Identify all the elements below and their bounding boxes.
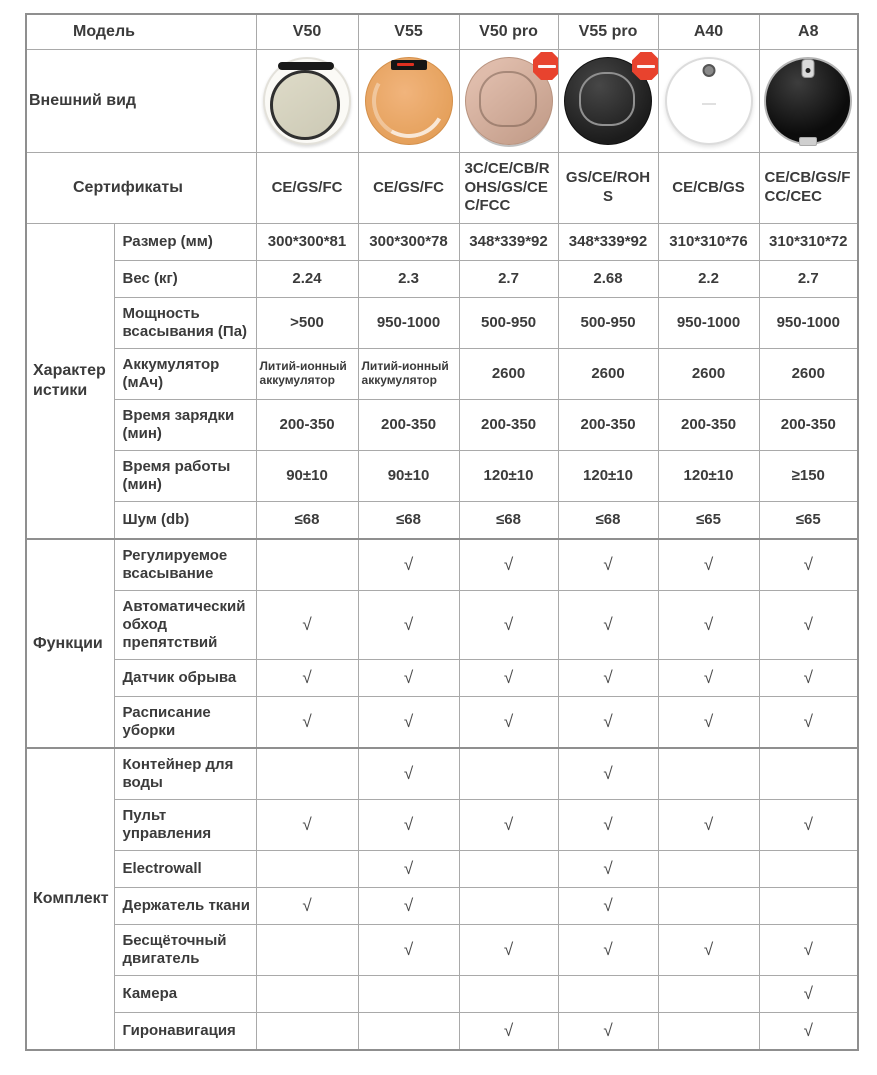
check-cell: √ — [558, 888, 658, 925]
param-label: Расписание уборки — [114, 697, 256, 749]
table-row — [26, 502, 858, 540]
model-name-a8: A8 — [759, 14, 858, 50]
table-row — [26, 888, 858, 925]
appearance-cell — [558, 50, 658, 153]
check-cell: √ — [459, 660, 558, 697]
empty-cell — [759, 888, 858, 925]
check-cell: √ — [558, 748, 658, 800]
table-row — [26, 925, 858, 976]
empty-cell — [658, 748, 759, 800]
value-cell: 2600 — [759, 349, 858, 400]
bumper-strip-icon — [278, 62, 334, 70]
param-label: Держатель ткани — [114, 888, 256, 925]
value-cell: 2.7 — [759, 261, 858, 298]
check-cell: √ — [459, 800, 558, 851]
value-cell: 200-350 — [459, 400, 558, 451]
robot-image-a40 — [665, 57, 753, 145]
check-cell: √ — [256, 800, 358, 851]
param-label: Время зарядки (мин) — [114, 400, 256, 451]
param-label: Датчик обрыва — [114, 660, 256, 697]
param-label: Electrowall — [114, 851, 256, 888]
table-row — [26, 851, 858, 888]
certificates-value: CE/GS/FC — [256, 153, 358, 224]
value-cell: 300*300*78 — [358, 224, 459, 261]
certificates-value: CE/GS/FC — [358, 153, 459, 224]
param-label: Аккумулятор (мАч) — [114, 349, 256, 400]
check-cell: √ — [759, 976, 858, 1013]
check-cell: √ — [658, 697, 759, 749]
value-cell: ≤68 — [256, 502, 358, 540]
table-row — [26, 1013, 858, 1051]
value-cell: 2.68 — [558, 261, 658, 298]
param-label: Шум (db) — [114, 502, 256, 540]
empty-cell — [658, 888, 759, 925]
value-cell: ≥150 — [759, 451, 858, 502]
highlight-ring-icon — [363, 56, 454, 147]
check-cell: √ — [759, 697, 858, 749]
table-row — [26, 660, 858, 697]
certificates-value: GS/CE/ROHS — [558, 153, 658, 224]
value-cell: 120±10 — [658, 451, 759, 502]
model-name-v55pro: V55 pro — [558, 14, 658, 50]
param-label: Вес (кг) — [114, 261, 256, 298]
promo-badge-icon — [632, 52, 658, 80]
check-cell: √ — [658, 539, 759, 591]
value-cell: 2.3 — [358, 261, 459, 298]
empty-cell — [256, 925, 358, 976]
check-cell: √ — [759, 925, 858, 976]
check-cell: √ — [256, 660, 358, 697]
check-cell: √ — [358, 851, 459, 888]
robot-image-v55pro — [564, 57, 652, 145]
comparison-table — [25, 13, 859, 1051]
check-cell: √ — [558, 1013, 658, 1051]
param-label: Камера — [114, 976, 256, 1013]
top-button-icon — [702, 64, 715, 77]
robot-image-v50 — [263, 57, 351, 145]
empty-cell — [256, 539, 358, 591]
check-cell: √ — [256, 591, 358, 660]
value-cell: 2600 — [459, 349, 558, 400]
empty-cell — [658, 976, 759, 1013]
check-cell: √ — [459, 697, 558, 749]
value-cell: 310*310*72 — [759, 224, 858, 261]
appearance-cell — [256, 50, 358, 153]
check-cell: √ — [459, 591, 558, 660]
check-cell: √ — [759, 660, 858, 697]
promo-badge-icon — [533, 52, 559, 80]
empty-cell — [256, 1013, 358, 1051]
check-cell: √ — [658, 660, 759, 697]
certificates-value: 3C/CE/CB/ROHS/GS/CEC/FCC — [459, 153, 558, 224]
empty-cell — [256, 851, 358, 888]
model-name-v55: V55 — [358, 14, 459, 50]
check-cell: √ — [358, 591, 459, 660]
check-cell: √ — [256, 697, 358, 749]
top-plate-icon — [270, 70, 340, 140]
empty-cell — [759, 851, 858, 888]
check-cell: √ — [558, 800, 658, 851]
empty-cell — [256, 976, 358, 1013]
robot-image-a8 — [764, 57, 852, 145]
value-cell: 348*339*92 — [558, 224, 658, 261]
appearance-cell — [358, 50, 459, 153]
certificates-row — [26, 153, 858, 224]
table-row — [26, 400, 858, 451]
certificates-row-label: Сертификаты — [26, 153, 256, 224]
model-header-row — [26, 14, 858, 50]
value-cell: 200-350 — [558, 400, 658, 451]
value-cell: 2.7 — [459, 261, 558, 298]
value-cell: ≤65 — [759, 502, 858, 540]
value-cell: 950-1000 — [658, 298, 759, 349]
check-cell: √ — [558, 851, 658, 888]
camera-lens-icon — [806, 68, 811, 73]
check-cell: √ — [558, 925, 658, 976]
robot-image-v50pro — [465, 57, 553, 145]
table-row — [26, 261, 858, 298]
certificates-value: CE/CB/GS/FCC/CEC — [759, 153, 858, 224]
appearance-cell — [759, 50, 858, 153]
check-cell: √ — [658, 925, 759, 976]
table-row — [26, 539, 858, 591]
check-cell: √ — [358, 748, 459, 800]
check-cell: √ — [256, 888, 358, 925]
table-row — [26, 748, 858, 800]
check-cell: √ — [358, 697, 459, 749]
value-cell: 2600 — [658, 349, 759, 400]
param-label: Мощность всасывания (Па) — [114, 298, 256, 349]
value-cell: ≤68 — [358, 502, 459, 540]
value-cell: 348*339*92 — [459, 224, 558, 261]
empty-cell — [358, 976, 459, 1013]
check-cell: √ — [358, 539, 459, 591]
param-label: Время работы (мин) — [114, 451, 256, 502]
check-cell: √ — [459, 925, 558, 976]
param-label: Автоматический обход препятствий — [114, 591, 256, 660]
model-name-a40: A40 — [658, 14, 759, 50]
check-cell: √ — [558, 539, 658, 591]
param-label: Бесщёточный двигатель — [114, 925, 256, 976]
value-cell: 950-1000 — [759, 298, 858, 349]
badge-text-line — [538, 65, 556, 68]
empty-cell — [459, 851, 558, 888]
charge-contact-icon — [799, 137, 817, 146]
value-cell: 950-1000 — [358, 298, 459, 349]
value-cell: Литий-ионный аккумулятор — [256, 349, 358, 400]
empty-cell — [759, 748, 858, 800]
robot-image-v55 — [365, 57, 453, 145]
value-cell: >500 — [256, 298, 358, 349]
value-cell: ≤68 — [459, 502, 558, 540]
appearance-cell — [459, 50, 558, 153]
table-row — [26, 224, 858, 261]
param-label: Размер (мм) — [114, 224, 256, 261]
check-cell: √ — [558, 591, 658, 660]
param-label: Регулируемое всасывание — [114, 539, 256, 591]
value-cell: 2600 — [558, 349, 658, 400]
table-row — [26, 591, 858, 660]
table-row — [26, 976, 858, 1013]
check-cell: √ — [759, 1013, 858, 1051]
top-ring-icon — [579, 72, 635, 126]
check-cell: √ — [459, 539, 558, 591]
value-cell: 2.2 — [658, 261, 759, 298]
empty-cell — [658, 851, 759, 888]
appearance-row-label: Внешний вид — [26, 50, 256, 153]
empty-cell — [558, 976, 658, 1013]
param-label: Пульт управления — [114, 800, 256, 851]
logo-dash-icon — [702, 103, 716, 105]
value-cell: 300*300*81 — [256, 224, 358, 261]
value-cell: 200-350 — [358, 400, 459, 451]
check-cell: √ — [358, 888, 459, 925]
appearance-cell — [658, 50, 759, 153]
empty-cell — [658, 1013, 759, 1051]
section-label: Комплект — [26, 748, 114, 1050]
value-cell: 2.24 — [256, 261, 358, 298]
model-name-v50: V50 — [256, 14, 358, 50]
check-cell: √ — [558, 697, 658, 749]
model-row-label: Модель — [26, 14, 256, 50]
empty-cell — [459, 976, 558, 1013]
check-cell: √ — [759, 800, 858, 851]
value-cell: 500-950 — [459, 298, 558, 349]
empty-cell — [256, 748, 358, 800]
table-row — [26, 451, 858, 502]
value-cell: 310*310*76 — [658, 224, 759, 261]
value-cell: 200-350 — [759, 400, 858, 451]
value-cell: 200-350 — [658, 400, 759, 451]
table-row — [26, 349, 858, 400]
check-cell: √ — [759, 591, 858, 660]
value-cell: 120±10 — [459, 451, 558, 502]
section-label: Функции — [26, 539, 114, 748]
model-name-v50pro: V50 pro — [459, 14, 558, 50]
value-cell: Литий-ионный аккумулятор — [358, 349, 459, 400]
check-cell: √ — [658, 800, 759, 851]
check-cell: √ — [459, 1013, 558, 1051]
check-cell: √ — [558, 660, 658, 697]
section-label: Характеристики — [26, 224, 114, 540]
value-cell: 500-950 — [558, 298, 658, 349]
value-cell: ≤65 — [658, 502, 759, 540]
empty-cell — [459, 888, 558, 925]
check-cell: √ — [658, 591, 759, 660]
check-cell: √ — [358, 660, 459, 697]
certificates-value: CE/CB/GS — [658, 153, 759, 224]
empty-cell — [358, 1013, 459, 1051]
value-cell: 90±10 — [256, 451, 358, 502]
value-cell: 90±10 — [358, 451, 459, 502]
table-row — [26, 697, 858, 749]
check-cell: √ — [358, 925, 459, 976]
check-cell: √ — [358, 800, 459, 851]
appearance-row — [26, 50, 858, 153]
table-row — [26, 298, 858, 349]
value-cell: 120±10 — [558, 451, 658, 502]
value-cell: 200-350 — [256, 400, 358, 451]
badge-text-line — [637, 65, 655, 68]
param-label: Гиронавигация — [114, 1013, 256, 1051]
table-row — [26, 800, 858, 851]
value-cell: ≤68 — [558, 502, 658, 540]
top-outline-icon — [479, 71, 537, 127]
check-cell: √ — [759, 539, 858, 591]
param-label: Контейнер для воды — [114, 748, 256, 800]
empty-cell — [459, 748, 558, 800]
